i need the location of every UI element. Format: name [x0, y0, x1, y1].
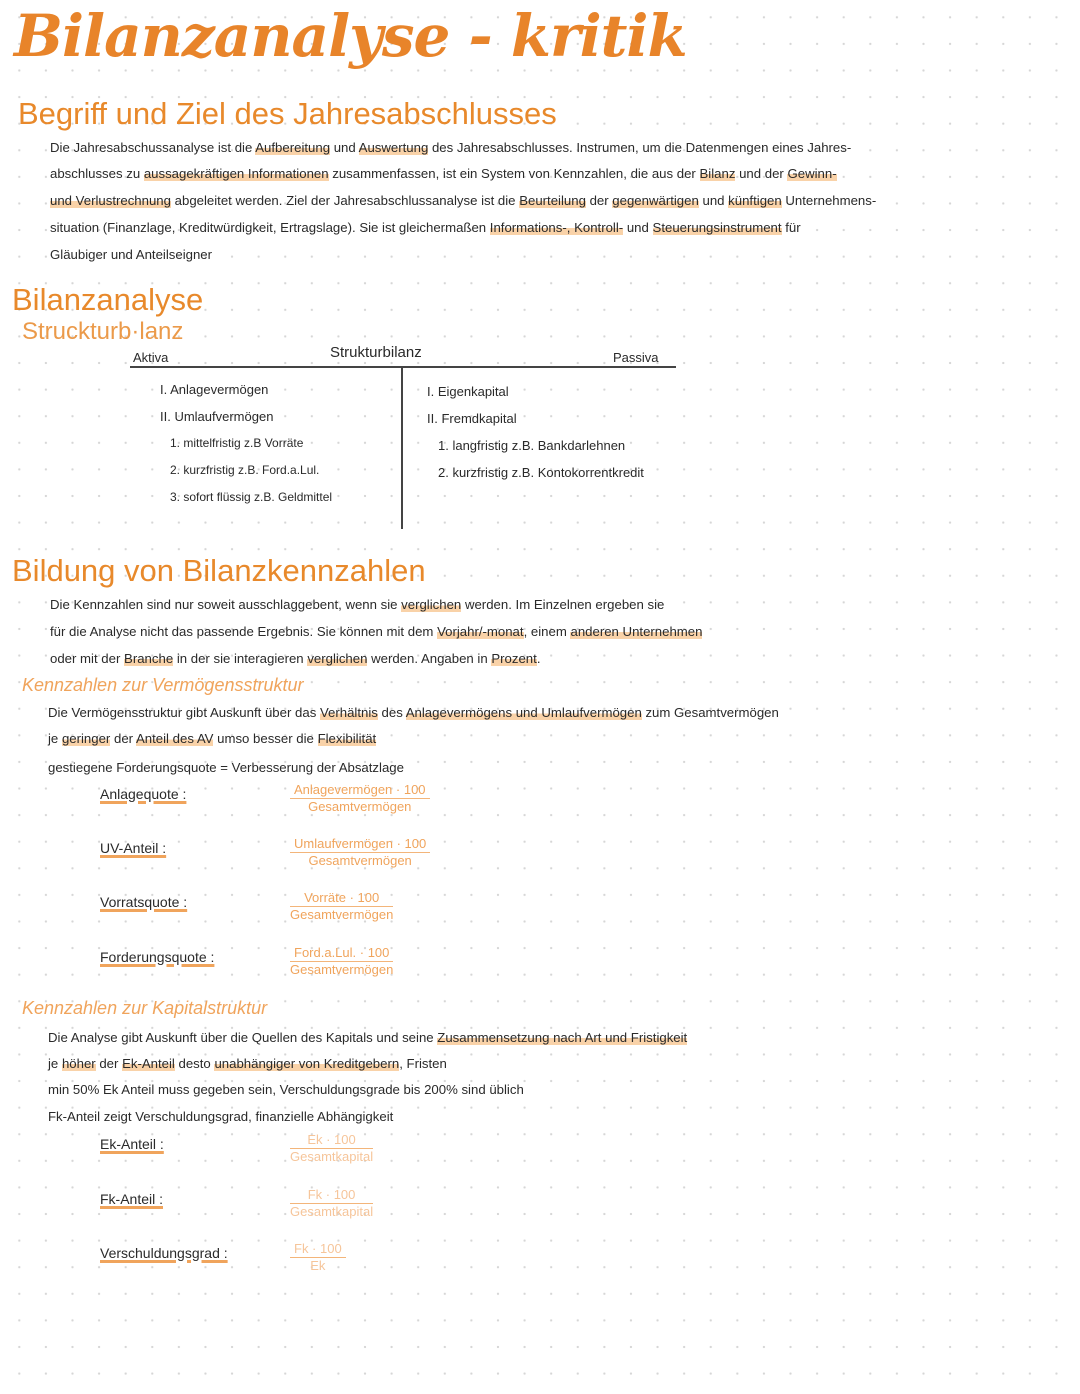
formula-fraction — [290, 836, 430, 869]
highlighted-text: Vorjahr/-monat — [437, 624, 524, 639]
formula-label: Vorratsquote : — [100, 894, 188, 910]
text: zusammenfassen, ist ein System von Kennzahlen, die aus der — [328, 166, 700, 181]
text-line — [48, 1109, 393, 1124]
text: Die Jahresabschussanalyse ist die — [50, 140, 256, 155]
passiva-item: II. Fremdkapital — [427, 411, 517, 426]
subheading-vermoegensstruktur: Kennzahlen zur Vermögensstruktur — [22, 675, 304, 695]
text: je — [48, 731, 62, 746]
text: zum Gesamtvermögen — [641, 705, 779, 720]
aktiva-item: 3. sofort flüssig z.B. Geldmittel — [170, 490, 333, 504]
highlighted-text: Auswertung — [358, 140, 429, 155]
formula-fraction — [290, 1241, 346, 1274]
text: , einem — [523, 624, 571, 639]
subheading-strukturbilanz: Struckturb·lanz — [22, 318, 184, 345]
highlighted-text: verglichen — [307, 651, 368, 666]
highlighted-text: geringer — [61, 731, 111, 746]
section-heading-begriff: Begriff und Ziel des Jahresabschlusses — [18, 96, 557, 131]
text-line — [50, 220, 801, 235]
text: abgeleitet werden. Ziel der Jahresabschlussanalyse ist die — [170, 193, 520, 208]
subheading-kapitalstruktur: Kennzahlen zur Kapitalstruktur — [22, 998, 268, 1018]
formula-label: Anlagequote : — [100, 786, 187, 802]
text: Gläubiger und Anteilseigner — [50, 247, 213, 262]
passiva-item: 2. kurzfristig z.B. Kontokorrentkredit — [438, 465, 644, 480]
text: der — [95, 1056, 123, 1071]
section-heading-bilanzanalyse: Bilanzanalyse — [12, 282, 204, 317]
text: und — [623, 220, 653, 235]
highlighted-text: verglichen — [401, 597, 462, 612]
text: der — [585, 193, 613, 208]
numerator: Ek · 100 — [290, 1132, 373, 1149]
text: Unternehmens- — [781, 193, 877, 208]
highlighted-text: Zusammensetzung nach Art und Fristigkeit — [437, 1030, 688, 1045]
text-line — [48, 1030, 687, 1045]
formula-fraction — [290, 945, 393, 978]
text-line — [48, 760, 404, 775]
highlighted-text: Anlagevermögens und Umlaufvermögen — [405, 705, 642, 720]
text: werden. Im Einzelnen ergeben sie — [461, 597, 665, 612]
text-line — [50, 193, 876, 208]
passiva-item: 1. langfristig z.B. Bankdarlehnen — [438, 438, 626, 453]
highlighted-text: unabhängiger von Kreditgebern — [214, 1056, 400, 1071]
highlighted-text: und Verlustrechnung — [50, 193, 171, 208]
formula-fraction — [290, 782, 430, 815]
passiva-label: Passiva — [613, 350, 659, 365]
numerator: Anlagevermögen · 100 — [290, 782, 430, 799]
numerator: Vorräte · 100 — [290, 890, 393, 907]
balance-vertical-line — [401, 367, 403, 529]
formula-fraction — [290, 1132, 373, 1165]
text: des Jahresabschlusses. Instrumen, um die Datenmengen eines Jahres- — [428, 140, 852, 155]
text: Die Analyse gibt Auskunft über die Quellen des Kapitals und seine — [48, 1030, 438, 1045]
text: abschlusses zu — [50, 166, 144, 181]
text: für — [781, 220, 801, 235]
text-line — [50, 597, 664, 612]
text-line — [50, 140, 851, 155]
highlighted-text: anderen Unternehmen — [570, 624, 703, 639]
text: Die Kennzahlen sind nur soweit ausschlaggebent, wenn sie — [50, 597, 402, 612]
text: Die Vermögensstruktur gibt Auskunft über das — [48, 705, 320, 720]
numerator: Fk · 100 — [290, 1241, 346, 1258]
highlighted-text: Bilanz — [699, 166, 736, 181]
formula-fraction — [290, 1187, 373, 1220]
formula-label: UV-Anteil : — [100, 840, 167, 856]
text-line — [48, 705, 779, 720]
highlighted-text: Verhältnis — [319, 705, 378, 720]
highlighted-text: Branche — [124, 651, 174, 666]
aktiva-item: 1. mittelfristig z.B Vorräte — [170, 436, 304, 450]
highlighted-text: Steuerungsinstrument — [652, 220, 782, 235]
text: min 50% Ek Anteil muss gegeben sein, Verschuldungsgrade bis 200% sind üblich — [48, 1082, 524, 1097]
highlighted-text: Anteil des AV — [136, 731, 214, 746]
text: und — [698, 193, 729, 208]
formula-label: Fk-Anteil : — [100, 1191, 164, 1207]
formula-fraction — [290, 890, 393, 923]
text: oder mit der — [50, 651, 125, 666]
aktiva-item: I. Anlagevermögen — [160, 382, 269, 397]
text: und der — [735, 166, 788, 181]
numerator: Ford.a.Lul. · 100 — [290, 945, 393, 962]
formula-label: Forderungsquote : — [100, 949, 215, 965]
highlighted-text: höher — [61, 1056, 96, 1071]
text: werden. Angaben in — [367, 651, 492, 666]
denominator: Gesamtvermögen — [308, 799, 412, 814]
denominator: Gesamtvermögen — [290, 907, 394, 922]
text: gestiegene Forderungsquote = Verbesserung der Absatzlage — [48, 760, 404, 775]
text: des — [377, 705, 406, 720]
text-line — [50, 624, 702, 639]
denominator: Gesamtkapital — [290, 1149, 374, 1164]
highlighted-text: Flexibilität — [317, 731, 377, 746]
denominator: Ek — [310, 1258, 326, 1273]
highlighted-text: Ek-Anteil — [122, 1056, 175, 1071]
balance-horizontal-line — [130, 366, 676, 368]
text: umso besser die — [213, 731, 318, 746]
formula-label: Ek-Anteil : — [100, 1136, 164, 1152]
text-line — [50, 247, 212, 262]
highlighted-text: Informations-, Kontroll- — [489, 220, 624, 235]
page-title: Bilanzanalyse - kritik — [14, 2, 687, 70]
aktiva-label: Aktiva — [133, 350, 169, 365]
text: desto — [174, 1056, 215, 1071]
highlighted-text: Aufbereitung — [255, 140, 331, 155]
aktiva-item: 2. kurzfristig z.B. Ford.a.Lul. — [170, 463, 320, 477]
text-line — [50, 651, 540, 666]
text: je — [48, 1056, 62, 1071]
text-line — [48, 1082, 524, 1097]
highlighted-text: Beurteilung — [519, 193, 586, 208]
text: situation (Finanzlage, Kreditwürdigkeit, Ertragslage). Sie ist gleichermaßen — [50, 220, 490, 235]
text: , Fristen — [399, 1056, 447, 1071]
highlighted-text: gegenwärtigen — [612, 193, 699, 208]
balance-title: Strukturbilanz — [330, 344, 422, 361]
text: der — [110, 731, 136, 746]
denominator: Gesamtvermögen — [308, 853, 412, 868]
section-heading-bilanzkennzahlen: Bildung von Bilanzkennzahlen — [12, 553, 426, 588]
denominator: Gesamtkapital — [290, 1204, 374, 1219]
text: in der sie interagieren — [173, 651, 308, 666]
highlighted-text: aussagekräftigen Informationen — [143, 166, 329, 181]
text-line — [48, 1056, 447, 1071]
text: und — [330, 140, 359, 155]
text: für die Analyse nicht das passende Ergebnis. Sie können mit dem — [50, 624, 438, 639]
text: Fk-Anteil zeigt Verschuldungsgrad, finanzielle Abhängigkeit — [48, 1109, 394, 1124]
aktiva-item: II. Umlaufvermögen — [160, 409, 274, 424]
text-line — [48, 731, 376, 746]
highlighted-text: Gewinn- — [787, 166, 837, 181]
formula-label: Verschuldungsgrad : — [100, 1245, 228, 1261]
numerator: Umlaufvermögen · 100 — [290, 836, 430, 853]
numerator: Fk · 100 — [290, 1187, 373, 1204]
text-line — [50, 166, 837, 181]
highlighted-text: künftigen — [728, 193, 782, 208]
highlighted-text: Prozent — [491, 651, 537, 666]
denominator: Gesamtvermögen — [290, 962, 394, 977]
text: . — [536, 651, 541, 666]
passiva-item: I. Eigenkapital — [427, 384, 509, 399]
